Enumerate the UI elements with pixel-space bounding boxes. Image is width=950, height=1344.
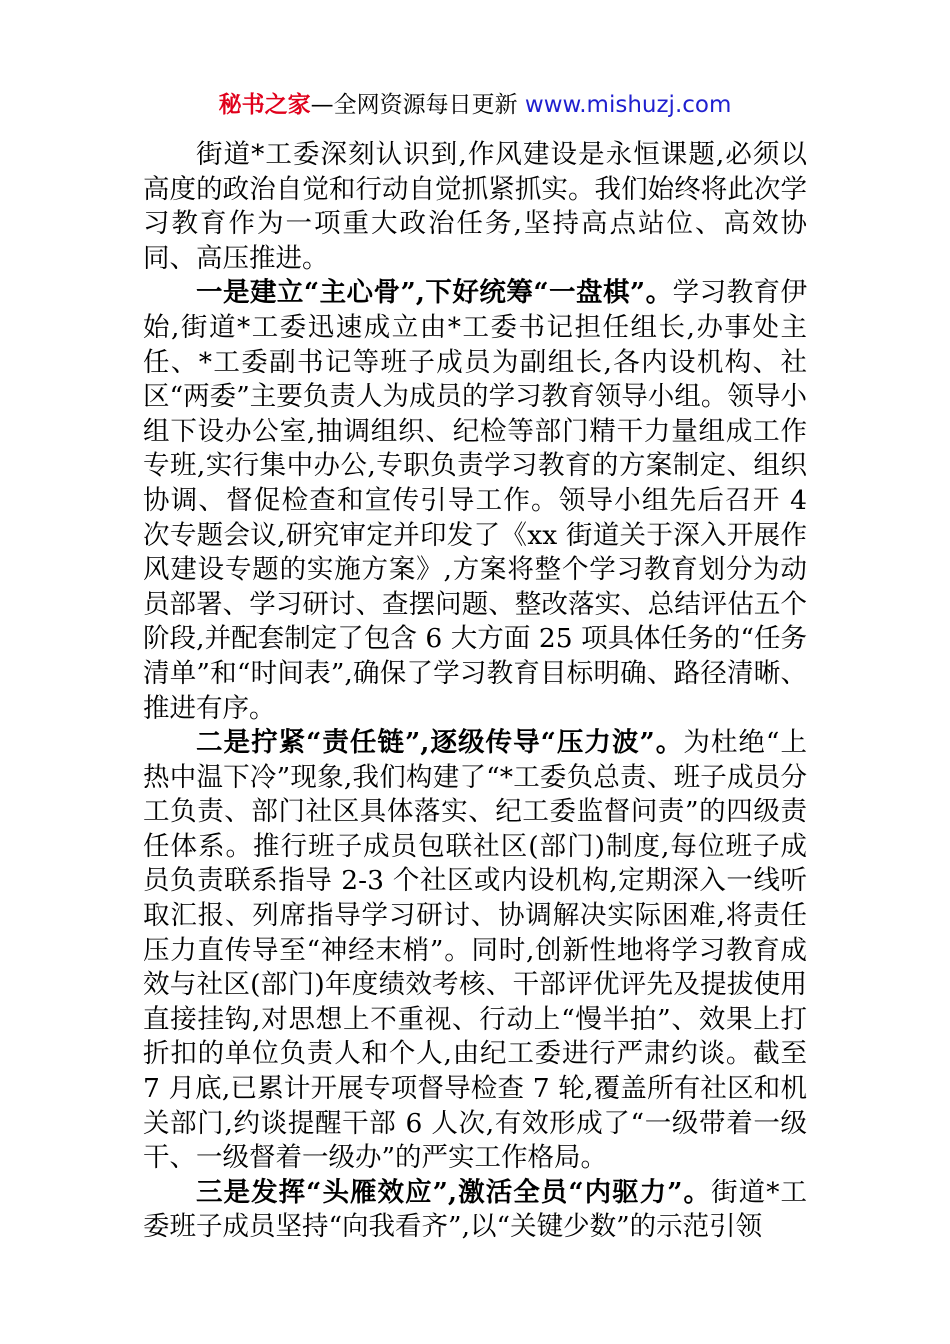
paragraph-two — [143, 726, 807, 1176]
paragraph-lead: 三是发挥“头雁效应”,激活全员“内驱力”。 — [196, 1176, 712, 1208]
document-body — [143, 138, 807, 1245]
site-tagline: —全网资源每日更新 — [310, 92, 525, 118]
site-header — [0, 88, 950, 122]
paragraph-text: 街道*工委班子成员坚持“向我看齐”,以“关键少数”的示范引领 — [143, 1176, 807, 1243]
paragraph-three — [143, 1176, 807, 1245]
site-brand: 秘书之家 — [218, 92, 311, 118]
site-url[interactable]: www.mishuzj.com — [524, 92, 732, 118]
paragraph-lead: 二是拧紧“责任链”,逐级传导“压力波”。 — [196, 727, 684, 759]
paragraph-one — [143, 276, 807, 726]
paragraph-text: 为杜绝“上热中温下冷”现象,我们构建了“*工委负总责、班子成员分工负责、部门社区具体落实、纪工委监督问责”的四级责任体系。推行班子成员包联社区(部门)制度,每位班子成员负责联系指导 2-3 个社区或内设机构,定期深入一线听取汇报、列席指导学习研讨、协调解决实际困难,将责任压力直传导至“神经末梢”。同时,创新性地将学习教育成效与社区(部门)年度绩效考核、干部评优评先及提拔使用直接挂钩,对思想上不重视、行动上“慢半拍”、效果上打折扣的单位负责人和个人,由纪工委进行严肃约谈。截至 7 月底,已累计开展专项督导检查 7 轮,覆盖所有社区和机关部门,约谈提醒干部 6 人次,有效形成了“一级带着一级干、一级督着一级办”的严实工作格局。 — [143, 727, 807, 1174]
paragraph-lead: 一是建立“主心骨”,下好统筹“一盘棋”。 — [196, 277, 673, 309]
paragraph-text: 学习教育伊始,街道*工委迅速成立由*工委书记担任组长,办事处主任、*工委副书记等班子成员为副组长,各内设机构、社区“两委”主要负责人为成员的学习教育领导小组。领导小组下设办公室,抽调组织、纪检等部门精干力量组成工作专班,实行集中办公,专职负责学习教育的方案制定、组织协调、督促检查和宣传引导工作。领导小组先后召开 4 次专题会议,研究审定并印发了《xx 街道关于深入开展作风建设专题的实施方案》,方案将整个学习教育划分为动员部署、学习研讨、查摆问题、整改落实、总结评估五个阶段,并配套制定了包含 6 大方面 25 项具体任务的“任务清单”和“时间表”,确保了学习教育目标明确、路径清晰、推进有序。 — [143, 277, 808, 724]
paragraph-text: 街道*工委深刻认识到,作风建设是永恒课题,必须以高度的政治自觉和行动自觉抓紧抓实。我们始终将此次学习教育作为一项重大政治任务,坚持高点站位、高效协同、高压推进。 — [143, 139, 807, 274]
paragraph-intro — [143, 138, 807, 276]
